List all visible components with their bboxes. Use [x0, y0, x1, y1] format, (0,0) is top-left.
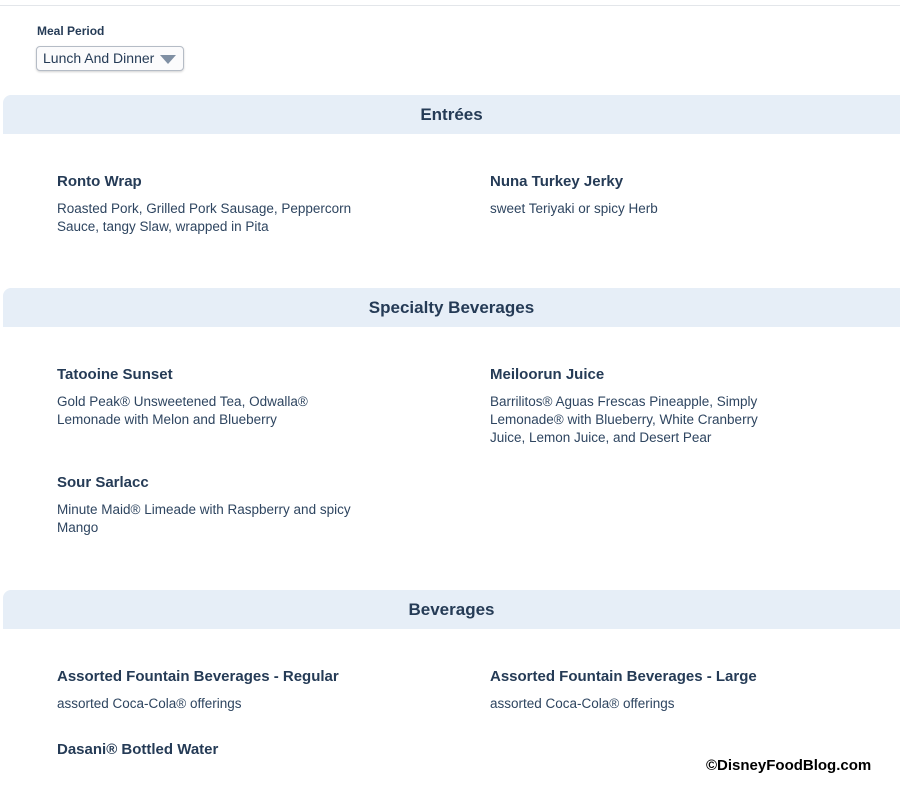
menu-item-name: Ronto Wrap [57, 173, 142, 190]
menu-item[interactable] [57, 741, 457, 768]
menu-item[interactable] [57, 173, 377, 236]
menu-item-description: sweet Teriyaki or spicy Herb [490, 201, 658, 216]
menu-item-name: Tatooine Sunset [57, 366, 173, 383]
menu-item-name: Dasani® Bottled Water [57, 741, 219, 758]
menu-item-description: Roasted Pork, Grilled Pork Sausage, Peppercorn Sauce, tangy Slaw, wrapped in Pita [57, 201, 352, 234]
menu-item-name: Meiloorun Juice [490, 366, 605, 383]
section-header-entrees: Entrées [3, 95, 900, 134]
menu-item[interactable] [57, 474, 377, 537]
meal-period-selected-value: Lunch And Dinner [43, 50, 155, 66]
section-header-specialty-beverages: Specialty Beverages [3, 288, 900, 327]
menu-item-description: Minute Maid® Limeade with Raspberry and spicy Mango [57, 502, 351, 535]
chevron-down-icon[interactable] [160, 55, 176, 64]
menu-item-name: Assorted Fountain Beverages - Regular [57, 668, 339, 685]
menu-item[interactable] [490, 668, 890, 713]
menu-item-name: Assorted Fountain Beverages - Large [490, 668, 757, 685]
menu-item-name: Sour Sarlacc [57, 474, 149, 491]
watermark: ©DisneyFoodBlog.com [706, 757, 872, 774]
meal-period-dropdown[interactable] [36, 46, 184, 71]
menu-item-description: Gold Peak® Unsweetened Tea, Odwalla® Lemonade with Melon and Blueberry [57, 394, 308, 427]
menu-item[interactable] [57, 366, 377, 429]
menu-item-description: assorted Coca-Cola® offerings [490, 696, 675, 711]
menu-item[interactable] [490, 173, 810, 218]
top-divider [0, 5, 900, 6]
menu-item[interactable] [490, 366, 810, 447]
menu-item[interactable] [57, 668, 457, 713]
meal-period-label: Meal Period [37, 24, 105, 38]
section-header-beverages: Beverages [3, 590, 900, 629]
menu-item-description: assorted Coca-Cola® offerings [57, 696, 242, 711]
menu-item-name: Nuna Turkey Jerky [490, 173, 624, 190]
menu-item-description: Barrilitos® Aguas Frescas Pineapple, Simply Lemonade® with Blueberry, White Cranberry Juice, Lemon Juice, and Desert Pear [490, 394, 758, 445]
